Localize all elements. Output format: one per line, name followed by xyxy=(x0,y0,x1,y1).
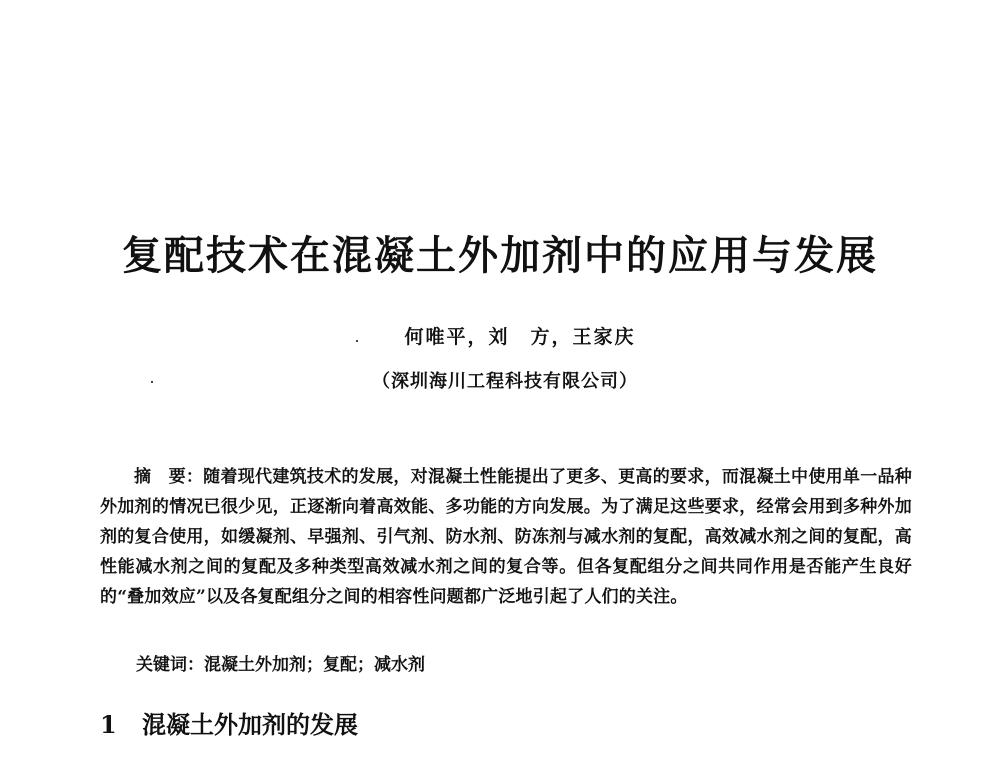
keywords xyxy=(136,650,912,680)
abstract xyxy=(100,462,912,612)
section-title: 混凝土外加剂的发展 xyxy=(142,710,358,739)
scan-speck xyxy=(356,340,358,342)
paper-title: 复配技术在混凝土外加剂中的应用与发展 xyxy=(122,232,878,279)
section-heading xyxy=(100,705,358,740)
section-number: 1 xyxy=(100,710,117,739)
author-list: 何唯平，刘 方，王家庆 xyxy=(404,326,636,348)
keywords-text: 混凝土外加剂；复配；减水剂 xyxy=(204,655,425,675)
abstract-label: 摘 要： xyxy=(134,467,204,487)
keywords-label: 关键词： xyxy=(136,655,204,675)
abstract-text: 随着现代建筑技术的发展，对混凝土性能提出了更多、更高的要求，而混凝土中使用单一品种外加剂的情况已很少见，正逐渐向着高效能、多功能的方向发展。为了满足这些要求，经常会用到多种外加剂的复合使用，如缓凝剂、早强剂、引气剂、防水剂、防冻剂与减水剂的复配，高效减水剂之间的复配，高性能减水剂之间的复配及多种类型高效减水剂之间的复合等。但各复配组分之间共同作用是否能产生良好的“叠加效应”以及各复配组分之间的相容性问题都广泛地引起了人们的关注。 xyxy=(100,467,912,607)
affiliation: （深圳海川工程科技有限公司） xyxy=(372,371,638,392)
scan-speck xyxy=(151,381,153,383)
